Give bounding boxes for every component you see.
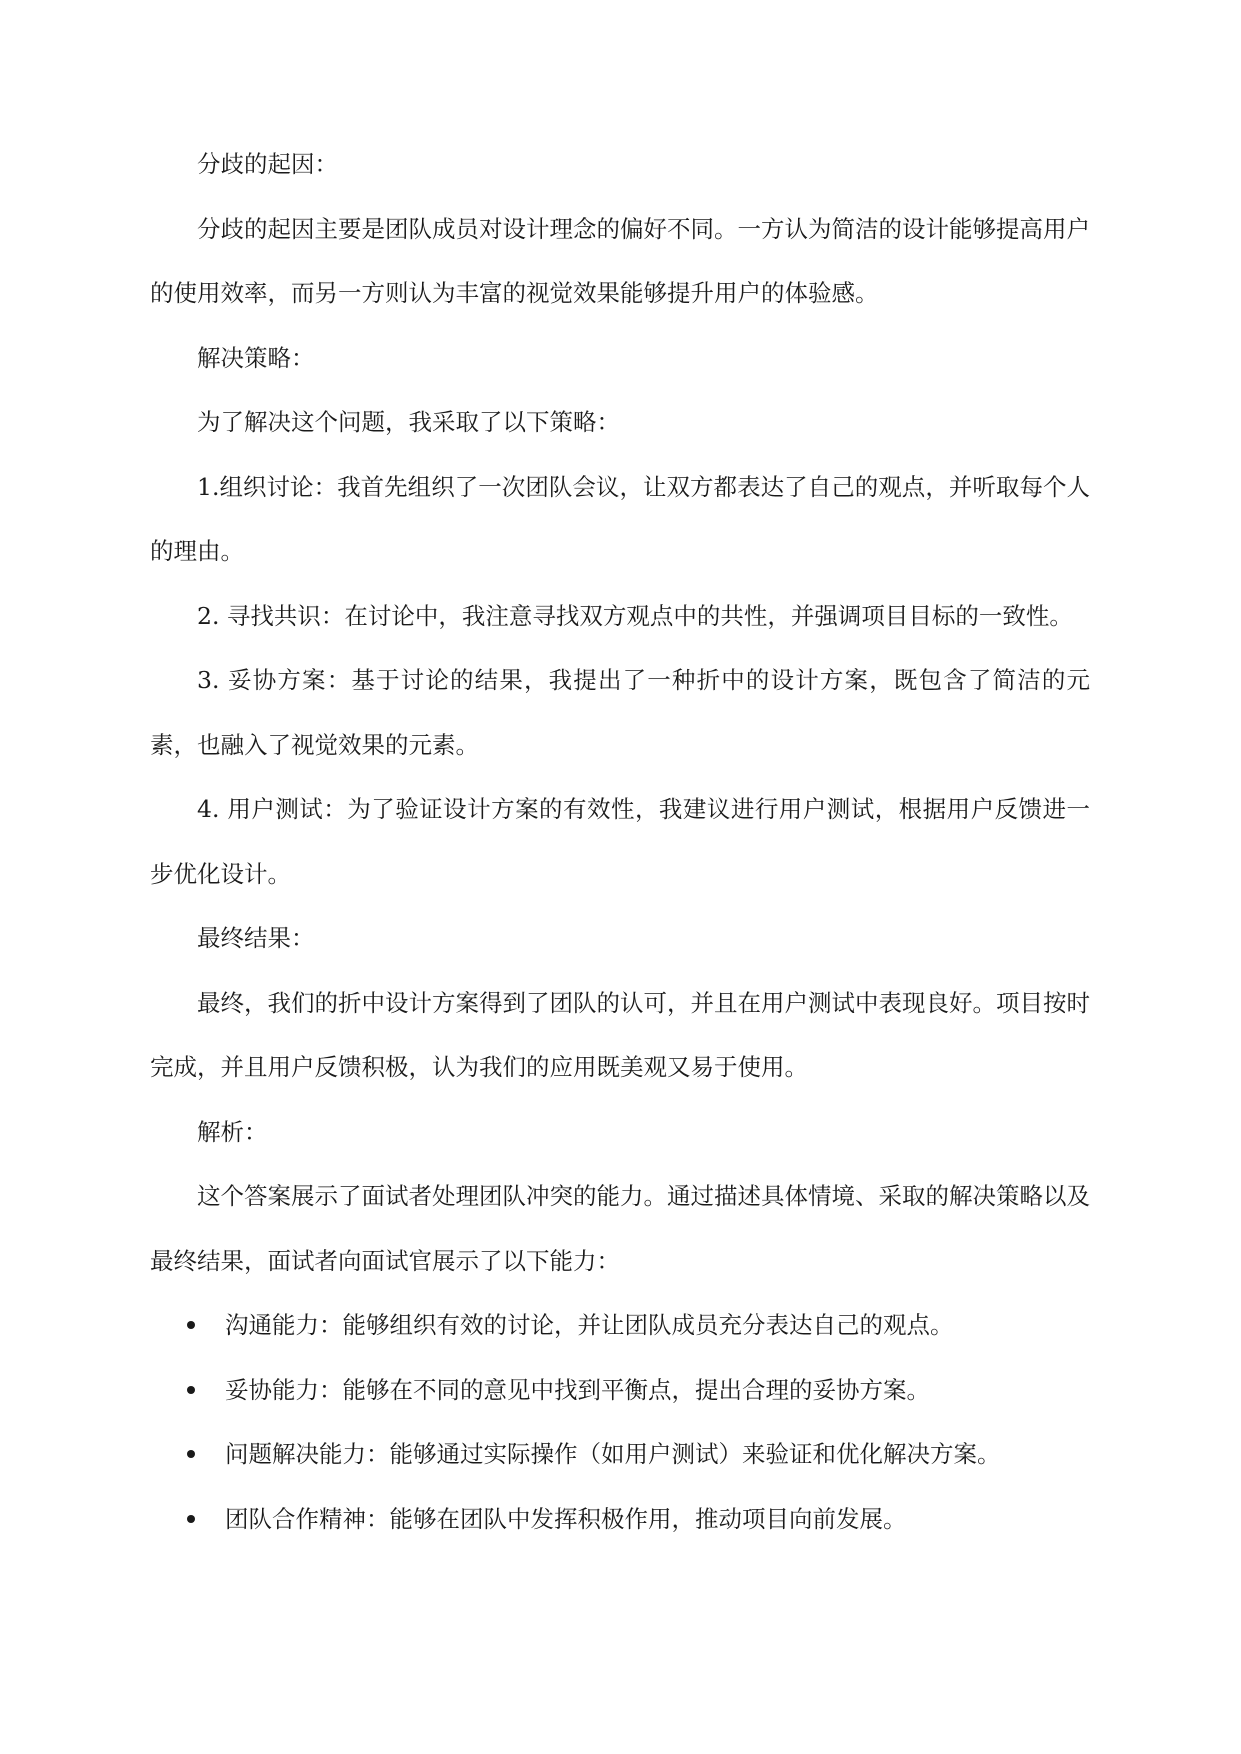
strategy-item-2: 2. 寻找共识：在讨论中，我注意寻找双方观点中的共性，并强调项目目标的一致性。 xyxy=(197,601,1073,630)
document-body xyxy=(150,132,1090,1551)
paragraph-analysis: 这个答案展示了面试者处理团队冲突的能力。通过描述具体情境、采取的解决策略以及最终结果，面试者向面试官展示了以下能力： xyxy=(150,1182,1090,1275)
paragraph-result: 最终，我们的折中设计方案得到了团队的认可，并且在用户测试中表现良好。项目按时完成，并且用户反馈积极，认为我们的应用既美观又易于使用。 xyxy=(150,988,1090,1081)
bullet-icon xyxy=(187,1386,195,1394)
strategy-item-4: 4. 用户测试：为了验证设计方案的有效性，我建议进行用户测试，根据用户反馈进一步优化设计。 xyxy=(150,795,1090,888)
section-heading-result: 最终结果： xyxy=(197,924,315,952)
paragraph-strategy-intro: 为了解决这个问题，我采取了以下策略： xyxy=(197,408,620,436)
strategy-item-3: 3. 妥协方案：基于讨论的结果，我提出了一种折中的设计方案，既包含了简洁的元素，也融入了视觉效果的元素。 xyxy=(150,666,1090,759)
strategy-item-1: 1.组织讨论：我首先组织了一次团队会议，让双方都表达了自己的观点，并听取每个人的理由。 xyxy=(150,472,1090,565)
list-item-text: 沟通能力：能够组织有效的讨论，并让团队成员充分表达自己的观点。 xyxy=(225,1311,954,1339)
bullet-icon xyxy=(187,1515,195,1523)
list-item-text: 团队合作精神：能够在团队中发挥积极作用，推动项目向前发展。 xyxy=(225,1504,907,1533)
bullet-icon xyxy=(187,1450,195,1458)
list-item xyxy=(150,1293,1090,1358)
list-item xyxy=(150,1487,1090,1552)
list-item xyxy=(150,1422,1090,1487)
section-heading-cause: 分歧的起因： xyxy=(197,150,338,178)
paragraph-cause: 分歧的起因主要是团队成员对设计理念的偏好不同。一方认为简洁的设计能够提高用户的使用效率，而另一方则认为丰富的视觉效果能够提升用户的体验感。 xyxy=(150,214,1090,307)
ability-list xyxy=(150,1293,1090,1551)
section-heading-analysis: 解析： xyxy=(197,1117,268,1146)
list-item xyxy=(150,1358,1090,1423)
bullet-icon xyxy=(187,1321,195,1329)
section-heading-strategy: 解决策略： xyxy=(197,343,315,372)
list-item-text: 问题解决能力：能够通过实际操作（如用户测试）来验证和优化解决方案。 xyxy=(225,1440,1001,1468)
list-item-text: 妥协能力：能够在不同的意见中找到平衡点，提出合理的妥协方案。 xyxy=(225,1375,930,1404)
